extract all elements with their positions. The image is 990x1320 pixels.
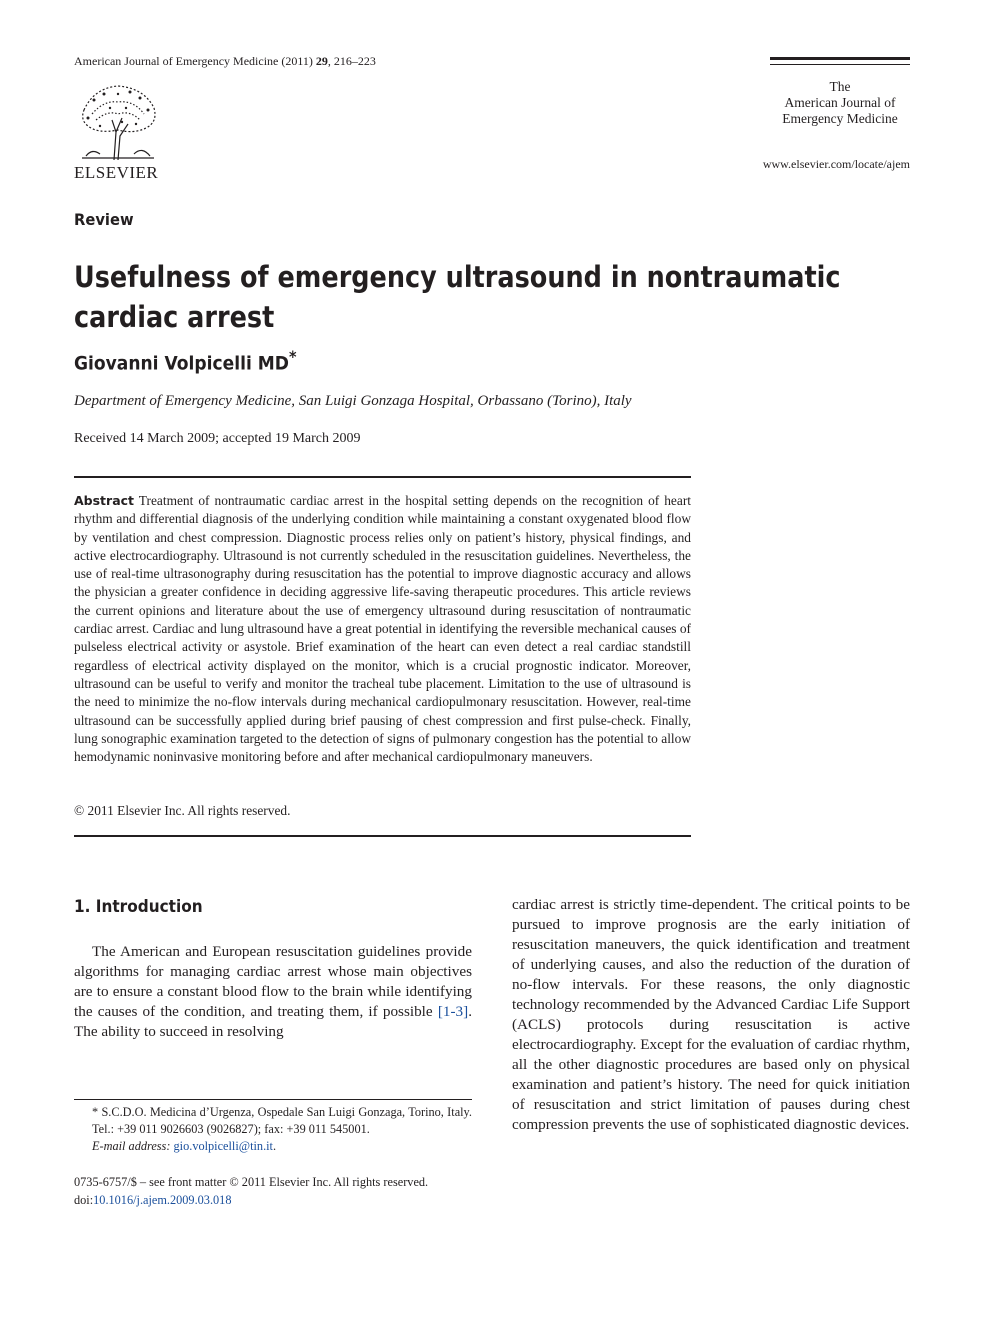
elsevier-tree-icon <box>74 80 162 162</box>
author-name-text: Giovanni Volpicelli MD <box>74 352 289 375</box>
section-heading-introduction: 1. Introduction <box>74 897 203 917</box>
body-text-left-column <box>74 942 472 1042</box>
email-link[interactable]: gio.volpicelli@tin.it <box>173 1139 273 1153</box>
abstract-copyright: © 2011 Elsevier Inc. All rights reserved. <box>74 803 291 818</box>
author-name <box>74 347 297 374</box>
elsevier-wordmark: ELSEVIER <box>74 163 159 182</box>
journal-logo-rule <box>770 57 910 60</box>
footnote-address <box>74 1104 472 1138</box>
footnote-rule <box>74 1099 472 1100</box>
journal-name <box>770 79 910 127</box>
abstract <box>74 492 691 766</box>
author-affiliation: Department of Emergency Medicine, San Luigi Gonzaga Hospital, Orbassano (Torino), Italy <box>74 393 632 409</box>
abstract-label: Abstract <box>74 493 135 508</box>
author-footnote-mark[interactable]: * <box>288 347 297 366</box>
footnote-mark: * <box>92 1105 99 1119</box>
author-footnote <box>74 1104 472 1155</box>
abstract-top-rule <box>74 476 691 478</box>
abstract-bottom-rule <box>74 835 691 837</box>
article-section-label: Review <box>74 210 134 229</box>
article-title: Usefulness of emergency ultrasound in nontraumatic cardiac arrest <box>74 260 841 334</box>
doi-link[interactable]: 10.1016/j.ajem.2009.03.018 <box>93 1193 232 1207</box>
journal-citation <box>74 54 376 69</box>
paragraph-text: The American and European resuscitation guidelines provide algorithms for managing cardiac arrest whose main objectives are to ensure a constant blood flow to the brain while identifying the causes of the condition, and treating them, if possible <box>74 943 472 1020</box>
journal-logo <box>770 57 910 127</box>
abstract-text: Treatment of nontraumatic cardiac arrest in the hospital setting depends on the recognition of heart rhythm and differential diagnosis of the underlying condition while maintaining a constant oxygenated blood flow by ventilation and chest compression. Diagnostic process relies only on patient’s history, physical findings, and active electrocardiography. Ultrasound is not currently scheduled in the resuscitation guidelines. Nevertheless, the use of real-time ultrasonography during resuscitation has the potential to improve diagnostic accuracy and allows the physician a greater confidence in deciding aggressive life-saving therapeutic procedures. This article reviews the current opinions and literature about the use of emergency ultrasound during resuscitation of nontraumatic cardiac arrest. Cardiac and lung ultrasound have a great potential in identifying the reversible mechanical causes of pulseless electrical activity or asystole. Brief examination of the heart can even detect a real cardiac standstill regardless of electrical activity displayed on the monitor, which is a crucial prognostic indicator. Moreover, ultrasound can be useful to verify and monitor the tracheal tube placement. Limitation to the use of ultrasound is the need to minimize the no-flow intervals during mechanical cardiopulmonary resuscitation. However, real-time ultrasound can be successfully applied during brief pausing of chest compression and first pulse-check. Finally, lung sonographic examination targeted to the detection of signs of pulmonary congestion has the potential to allow hemodynamic noninvasive monitoring before and after mechanical cardiopulmonary maneuvers. <box>74 493 691 765</box>
journal-url[interactable]: www.elsevier.com/locate/ajem <box>762 157 910 171</box>
journal-name-line: The <box>829 79 851 94</box>
journal-logo-rule-thin <box>770 64 910 65</box>
article-dates: Received 14 March 2009; accepted 19 March 2009 <box>74 431 361 446</box>
citation-pages: , 216–223 <box>327 54 376 68</box>
doi-prefix: doi: <box>74 1193 94 1207</box>
body-text-right-column: cardiac arrest is strictly time-dependent. The critical points to be pursued to improve prognosis are the early initiation of resuscitation maneuvers, the quick identification and treatment of underlying causes, and also the reduction of the duration of no-flow intervals. For these reasons, the only diagnostic technology recommended by the Advanced Cardiac Life Support (ACLS) protocols during resuscitation is active electrocardiography. Except for the evaluation of cardiac rhythm, all the other diagnostic procedures are based only on physical examination and patient’s history. The need for quick initiation of resuscitation and strict limitation of pauses during chest compression prevents the use of sophisticated diagnostic devices. <box>512 896 910 1133</box>
elsevier-logo <box>74 80 164 183</box>
citation-journal: American Journal of Emergency Medicine (2011) <box>74 54 313 68</box>
journal-name-line: American Journal of <box>784 95 896 110</box>
citation-volume: 29 <box>315 54 328 68</box>
email-end: . <box>272 1139 277 1153</box>
journal-name-line: Emergency Medicine <box>782 111 898 126</box>
email-label: E-mail address: <box>92 1139 171 1153</box>
doi-line <box>74 1191 428 1209</box>
front-matter <box>74 1173 428 1209</box>
citation-link[interactable]: [1-3] <box>437 1003 469 1020</box>
footnote-address-text: S.C.D.O. Medicina d’Urgenza, Ospedale San Luigi Gonzaga, Torino, Italy. Tel.: +39 011 9026603 (9026827); fax: +39 011 545001. <box>92 1105 472 1136</box>
paragraph-text: . The ability to succeed in resolving <box>74 1003 472 1040</box>
issn-line: 0735-6757/$ – see front matter © 2011 Elsevier Inc. All rights reserved. <box>74 1175 429 1189</box>
footnote-email <box>74 1138 472 1155</box>
